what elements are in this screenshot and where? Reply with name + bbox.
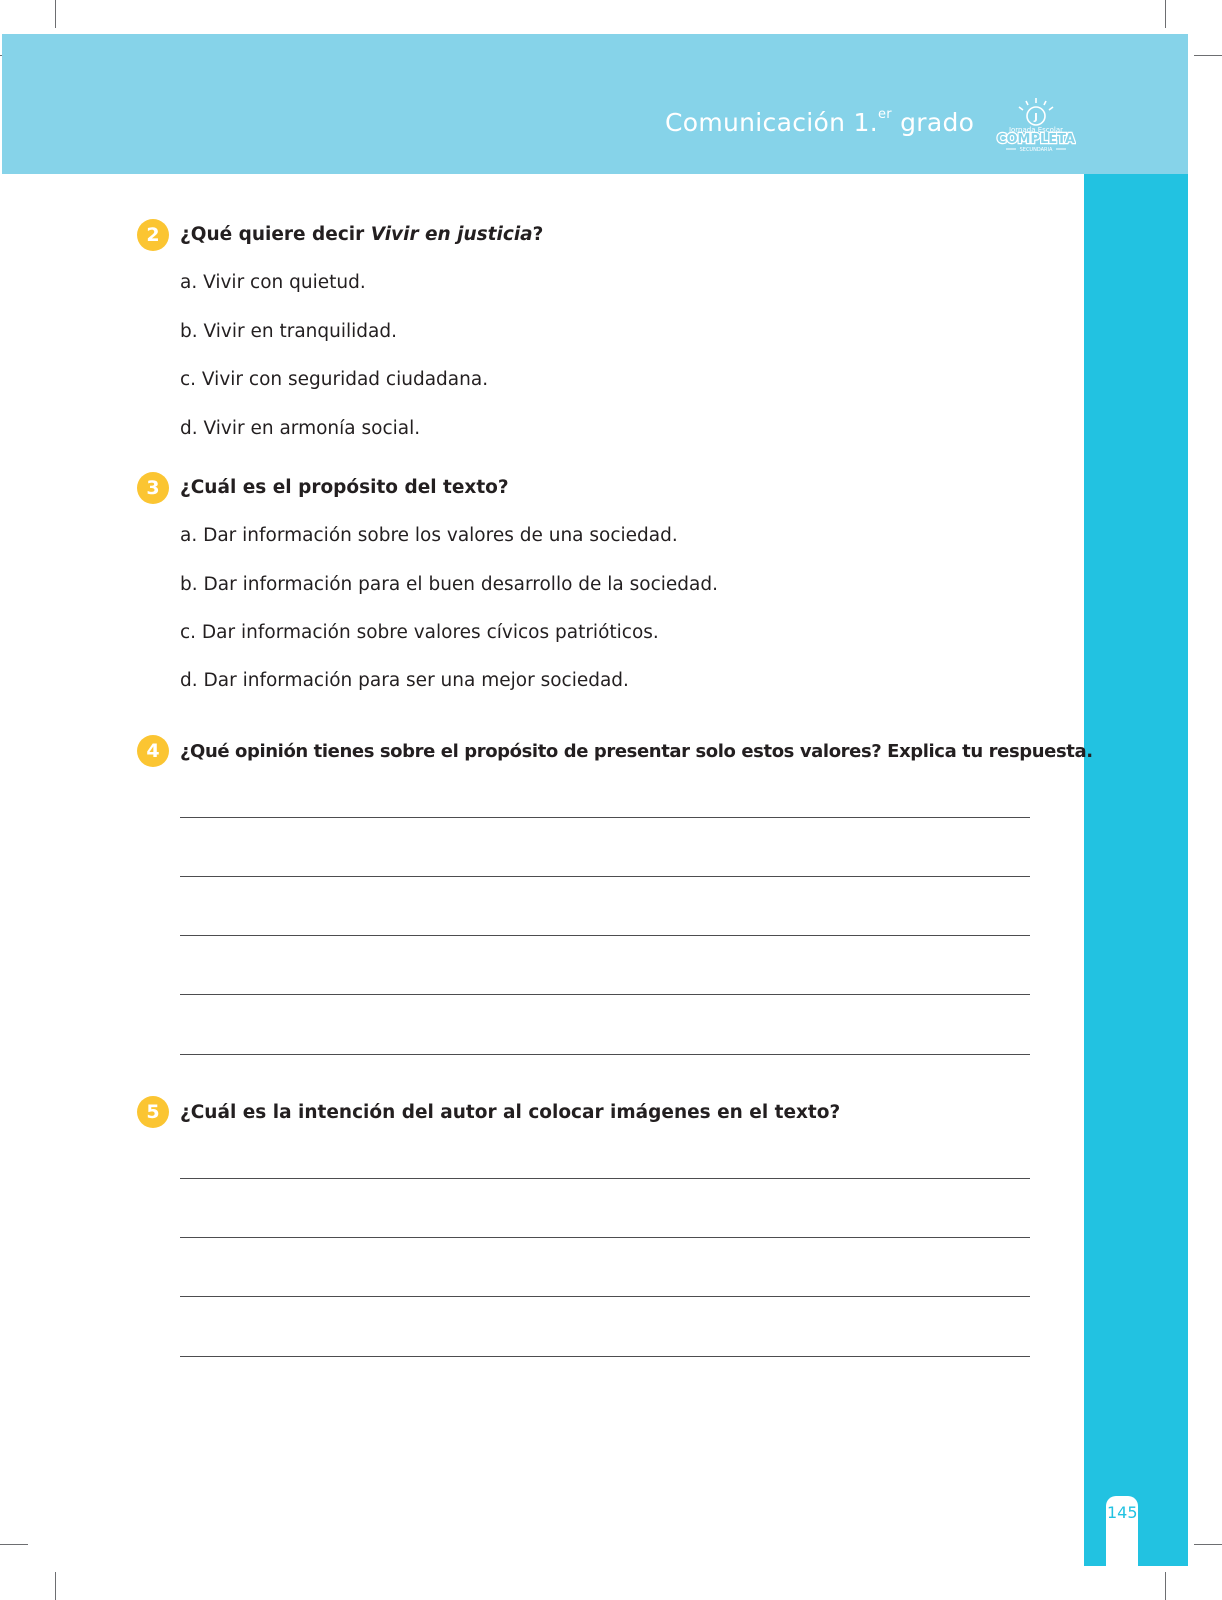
side-bar	[1084, 174, 1188, 1566]
crop-mark	[55, 0, 56, 28]
question-number-badge: 5	[137, 1096, 169, 1128]
answer-line[interactable]	[180, 935, 1030, 936]
question-number-badge: 2	[137, 219, 169, 251]
page-title: Comunicación 1.$^{er}$ grado	[665, 106, 975, 137]
answer-line[interactable]	[180, 876, 1030, 877]
page-number: 145	[1107, 1503, 1138, 1522]
question-text: ¿Cuál es la intención del autor al colocar imágenes en el texto?	[180, 1102, 841, 1123]
answer-line[interactable]	[180, 1237, 1030, 1238]
answer-line[interactable]	[180, 1356, 1030, 1357]
svg-text:Jornada Escolar: Jornada Escolar	[1008, 126, 1064, 134]
svg-text:J: J	[1034, 112, 1038, 123]
question-text: ¿Qué quiere decir Vivir en justicia?	[180, 224, 544, 245]
crop-mark	[1165, 0, 1166, 28]
answer-line[interactable]	[180, 817, 1030, 818]
answer-line[interactable]	[180, 1296, 1030, 1297]
crop-mark	[1194, 55, 1222, 56]
crop-mark	[1194, 1544, 1222, 1545]
answer-option: a. Vivir con quietud.	[180, 272, 366, 293]
answer-line[interactable]	[180, 1178, 1030, 1179]
svg-text:SECUNDARIA: SECUNDARIA	[1019, 147, 1053, 153]
svg-text:COMPLETA: COMPLETA	[996, 132, 1076, 147]
answer-option: c. Vivir con seguridad ciudadana.	[180, 369, 489, 390]
answer-line[interactable]	[180, 994, 1030, 995]
question-text: ¿Cuál es el propósito del texto?	[180, 477, 509, 498]
crop-mark	[0, 1544, 28, 1545]
crop-mark	[55, 1572, 56, 1600]
question-number-badge: 3	[137, 472, 169, 504]
answer-option: a. Dar información sobre los valores de una sociedad.	[180, 525, 678, 546]
answer-option: d. Dar información para ser una mejor sociedad.	[180, 670, 629, 691]
answer-option: b. Dar información para el buen desarrollo de la sociedad.	[180, 574, 718, 595]
question-text: ¿Qué opinión tienes sobre el propósito de presentar solo estos valores? Explica tu respuesta.	[180, 741, 1093, 762]
school-logo	[996, 96, 1076, 156]
question-number-badge: 4	[137, 735, 169, 767]
crop-mark	[1165, 1572, 1166, 1600]
answer-option: d. Vivir en armonía social.	[180, 418, 421, 439]
answer-option: c. Dar información sobre valores cívicos patrióticos.	[180, 622, 659, 643]
answer-option: b. Vivir en tranquilidad.	[180, 321, 397, 342]
answer-line[interactable]	[180, 1054, 1030, 1055]
